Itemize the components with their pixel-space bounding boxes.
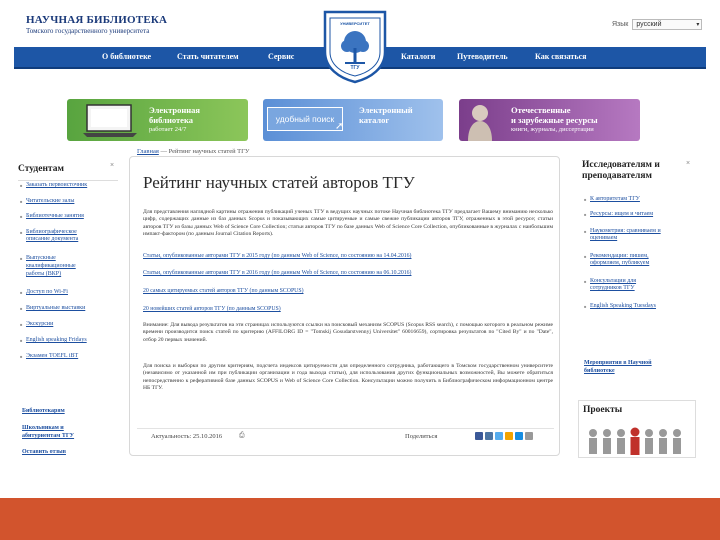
banner-e-library-line2: библиотека (149, 115, 193, 125)
nav-item-guide[interactable]: Путеводитель (457, 52, 508, 61)
researchers-link-recommendations[interactable]: ■ Рекомендации: пишем, (584, 253, 649, 261)
students-divider (18, 180, 118, 181)
link-pupils[interactable]: Школьникам и (22, 425, 64, 431)
students-link-reading-rooms[interactable]: ■ Читательские залы (20, 198, 74, 206)
banner-resources-line1: Отечественные (511, 105, 571, 115)
students-title: Студентам (18, 164, 64, 174)
projects-title: Проекты (583, 405, 623, 415)
nav-item-about[interactable]: О библиотеке (102, 52, 152, 61)
nav-item-contact[interactable]: Как связаться (535, 52, 587, 61)
banner-e-catalog-line1: Электронный (359, 105, 413, 115)
breadcrumb-separator: — (160, 148, 169, 155)
researchers-link-authorities[interactable]: ■ К авторитетам ТГУ (584, 196, 640, 204)
brand-subtitle: Томского государственного университета (26, 27, 150, 35)
researchers-link-english-tuesdays[interactable]: ■ English Speaking Tuesdays (584, 303, 656, 311)
mailru-icon[interactable] (515, 432, 523, 440)
banner-resources-label (511, 105, 598, 135)
banner-resources[interactable] (459, 99, 640, 141)
banner-e-catalog-label (359, 105, 413, 125)
students-link-vkr-2[interactable]: квалификационные (26, 263, 76, 269)
link-librarians[interactable]: Библиотекарям (22, 408, 65, 414)
breadcrumb-home[interactable]: Главная (137, 148, 159, 155)
banner-e-catalog[interactable] (263, 99, 443, 141)
shield-bottom-text: ТГУ (350, 65, 360, 71)
students-link-english-fridays[interactable]: ■ English speaking Fridays (20, 337, 87, 345)
article-footer (137, 428, 554, 442)
attention-text: Внимание: Для вывода результатов на эти страницах используются ссылки на поисковый механизм SCOPUS (Scopus RSS search), с помощью которого в реальном режиме времени производится поиск статей по критерию (AFFILORG ID = "Tomskij Gosudarstvennyj Universitet" 60016659), сортировка результатов по "Cited By" и по "Date", отбор 20 первых значений. (143, 322, 553, 343)
odnoklassniki-icon[interactable] (505, 432, 513, 440)
language-select[interactable] (632, 19, 702, 30)
chevron-down-icon: ▾ (696, 22, 700, 28)
banner-e-library-note: работает 24/7 (149, 126, 187, 133)
students-link-bibliographic-2[interactable]: описание документа (26, 236, 79, 242)
link-events[interactable]: Мероприятия в Научной (584, 360, 652, 366)
link-pupils-2[interactable]: абитуриентам ТГУ (22, 433, 75, 439)
bust-icon (465, 101, 495, 141)
students-link-classes[interactable]: ■ Библиотечные занятия (20, 213, 84, 221)
students-link-order[interactable]: ■ Заказать первоисточник (20, 182, 87, 190)
students-link-vkr[interactable]: ■ Выпускные (20, 255, 56, 263)
facebook-icon[interactable] (475, 432, 483, 440)
researchers-link-resources[interactable]: ■ Ресурсы: ищем и читаем (584, 211, 653, 219)
close-icon[interactable]: × (686, 160, 691, 167)
researchers-link-scientometrics-2[interactable]: оцениваем (590, 235, 618, 241)
banner-search-box: удобный поиск (267, 107, 343, 131)
more-share-icon[interactable] (525, 432, 533, 440)
nav-item-service[interactable]: Сервис (268, 52, 295, 61)
cursor-icon: ➚ (335, 121, 344, 132)
shield-top-text: УНИВЕРСИТЕТ (340, 21, 370, 26)
students-link-vkr-3[interactable]: работы (ВКР) (26, 271, 62, 277)
laptop-icon (81, 103, 141, 139)
students-link-excursions[interactable]: ■ Экскурсии (20, 321, 53, 329)
students-link-toefl[interactable]: ■ Экзамен TOEFL iBT (20, 353, 78, 361)
link-feedback[interactable]: Оставить отзыв (22, 449, 66, 455)
students-link-bibliographic[interactable]: ■ Библиографическое (20, 229, 77, 237)
people-icon (585, 427, 681, 457)
twitter-icon[interactable] (495, 432, 503, 440)
closing-text: Для поиска и выборки по другим критериям, подсчета индексов цитируемости для определенного сотрудника, работающего в Томском государственном университете (независимо от указанной им при публикации организации и года выхода статьи), для использования других функциональных возможностей, Вы можете обратиться непосредственно к реферативной базе данных SCOPUS и Web of Science Core Collection. Консультации можно получить в Библиографическом информационном центре НБ ТГУ. (143, 363, 553, 391)
researchers-title (582, 160, 660, 182)
link-2015-wos[interactable]: Статьи, опубликованные авторами ТГУ в 2015 году (по данным Web of Science, по состоянию на 14.04.2016) (143, 253, 412, 259)
nav-item-catalogs[interactable]: Каталоги (401, 52, 436, 61)
banner-e-library-line1: Электронная (149, 105, 200, 115)
breadcrumb (137, 148, 250, 155)
bottom-accent-bar (0, 498, 720, 540)
actuality-date: Актуальность: 25.10.2016 (151, 433, 223, 440)
close-icon[interactable]: × (110, 162, 115, 169)
breadcrumb-current: Рейтинг научных статей ТГУ (168, 148, 250, 155)
brand-title: НАУЧНАЯ БИБЛИОТЕКА (26, 14, 168, 26)
researchers-link-recommendations-2[interactable]: оформляем, публикуем (590, 260, 650, 266)
language-switcher (612, 19, 702, 30)
projects-panel (578, 400, 696, 458)
vk-icon[interactable] (485, 432, 493, 440)
university-shield-logo[interactable] (321, 8, 389, 84)
link-top-cited[interactable]: 20 самых цитируемых статей авторов ТГУ (по данным SCOPUS) (143, 288, 304, 294)
print-icon[interactable]: ⎙ (239, 432, 245, 439)
students-panel (14, 160, 118, 320)
banner-e-catalog-line2: каталог (359, 115, 390, 125)
banner-e-library[interactable] (67, 99, 248, 141)
language-value: русский (636, 21, 662, 28)
library-brand[interactable] (26, 14, 167, 35)
researchers-panel (578, 158, 696, 358)
students-link-wifi[interactable]: ■ Доступ по Wi-Fi (20, 289, 68, 297)
share-label: Поделиться (405, 433, 438, 440)
page-title: Рейтинг научных статей авторов ТГУ (143, 173, 415, 192)
link-newest[interactable]: 20 новейших статей авторов ТГУ (по данным SCOPUS) (143, 306, 281, 312)
researchers-link-consultations-2[interactable]: сотрудников ТГУ (590, 285, 635, 291)
language-label: Язык (612, 21, 629, 28)
researchers-title-line2: преподавателям (582, 171, 652, 181)
banner-e-library-label (149, 105, 200, 135)
researchers-title-line1: Исследователям и (582, 160, 660, 170)
banner-resources-line2: и зарубежные ресурсы (511, 115, 598, 125)
students-link-exhibitions[interactable]: ■ Виртуальные выставки (20, 305, 85, 313)
researchers-link-scientometrics[interactable]: ■ Наукометрия: сравниваем и (584, 228, 661, 236)
researchers-link-consultations[interactable]: ■ Консультации для (584, 278, 636, 286)
link-2016-wos[interactable]: Статьи, опубликованные авторами ТГУ в 2016 году (по данным Web of Science, по состоянию на 06.10.2016) (143, 270, 412, 276)
link-events-2[interactable]: библиотеке (584, 368, 615, 374)
nav-item-become-reader[interactable]: Стать читателем (177, 52, 239, 61)
banner-resources-note: книги, журналы, диссертации (511, 126, 594, 133)
intro-text: Для представления наглядной картины отражения публикаций ученых ТГУ в ведущих научных потоке Научная библиотека ТГУ предлагает Вашему вниманию несколько цифр, содержащих данные из баз данных Scopus и показывающих самые цитируемые и самые свежие публикации авторов ТГУ, отраженных в этой ресурсе; статьи авторов ТГУ из базы данных Web of Science Core Collection; статьи авторов ТГУ по базе данных Web of Science Core Collection, опубликованные в журналах с наибольшим импакт-фактором (по данным Journal Citation Reports). (143, 209, 553, 237)
